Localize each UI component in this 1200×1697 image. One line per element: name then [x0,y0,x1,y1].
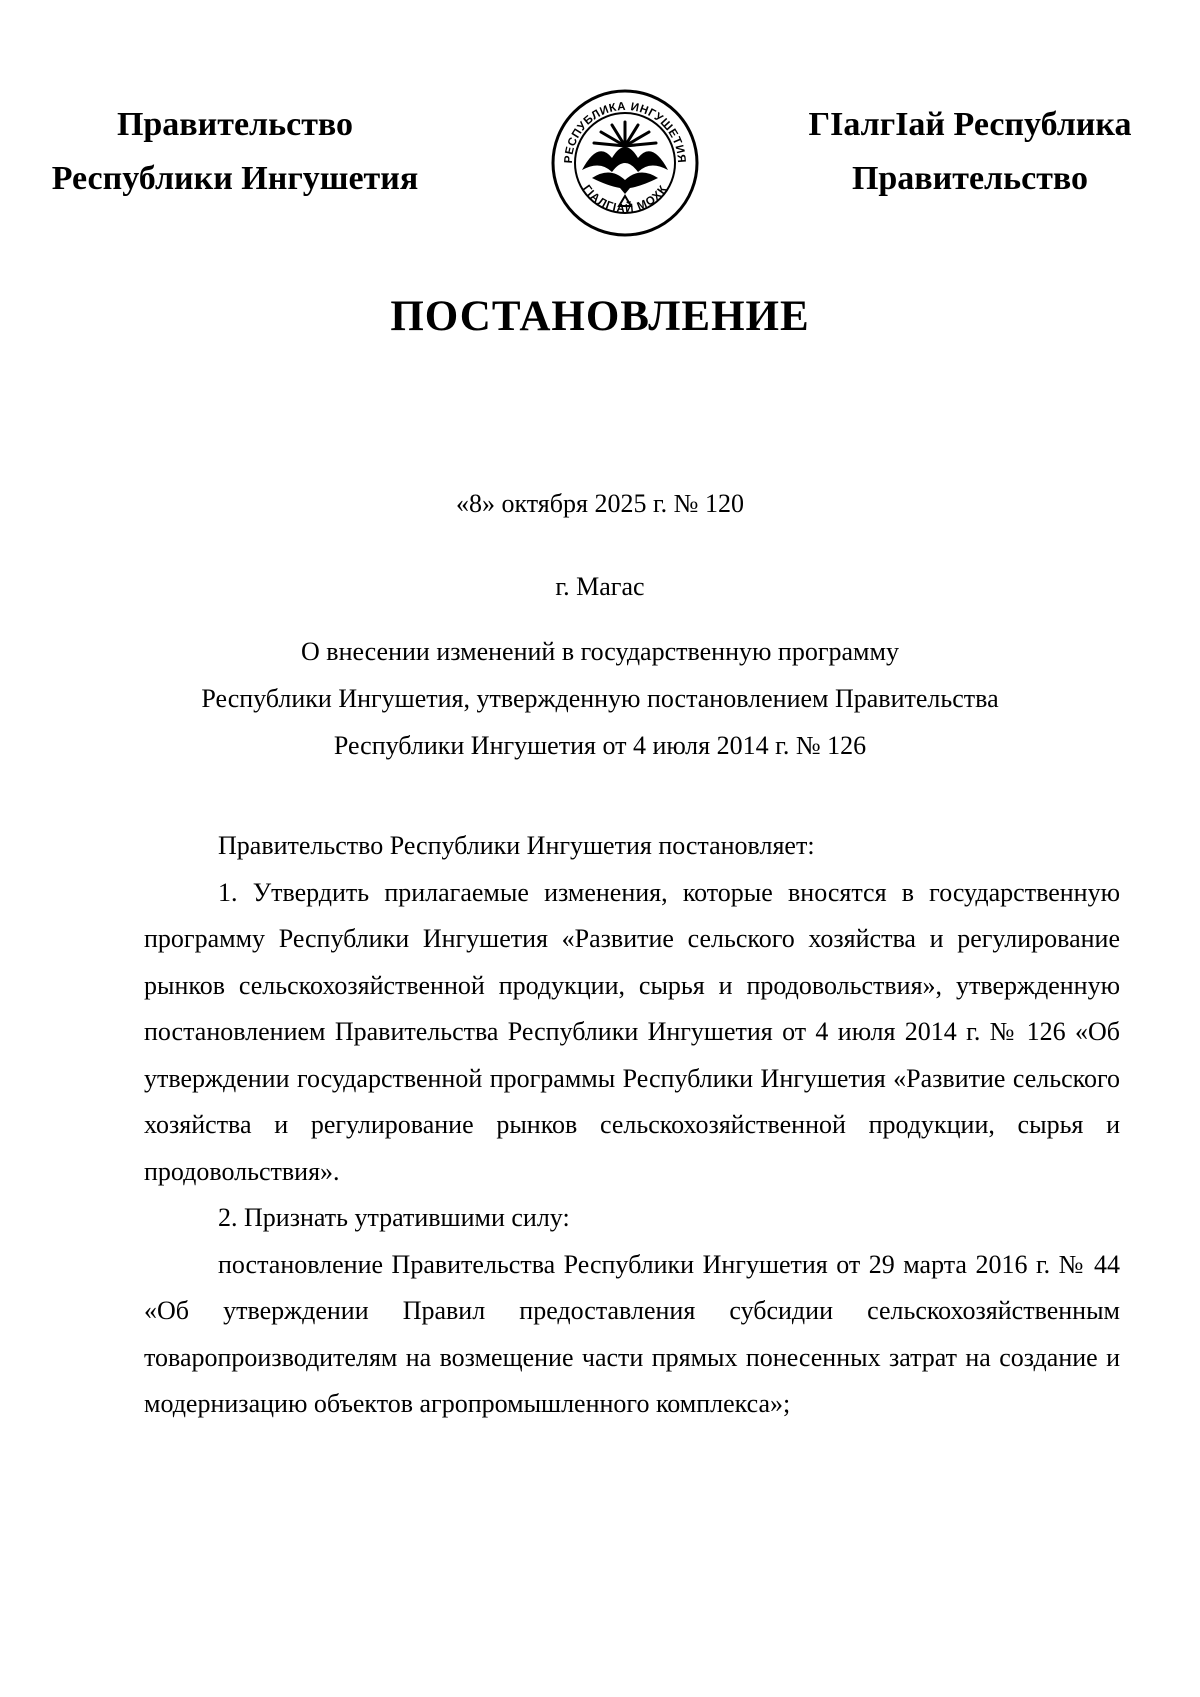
svg-text:ГIАЛГIАЙ МОХК: ГIАЛГIАЙ МОХК [579,183,671,216]
document-place: г. Магас [555,572,645,601]
header-left-line2: Республики Ингушетия [51,160,419,197]
body-preamble: Правительство Республики Ингушетия постановляет: [218,831,815,860]
body-item-2-sub-1: постановление Правительства Республики Ингушетия от 29 марта 2016 г. № 44 «Об утверждении Правил предоставления субсидии сельскохозяйственным товаропроизводителям на возмещение части прямых понесенных затрат на создание и модернизацию объектов агропромышленного комплекса»; [144,1249,1120,1418]
document-subject-line2: Республики Ингушетия, утвержденную постановлением Правительства [201,684,999,713]
document-date-number: «8» октября 2025 г. № 120 [456,489,744,518]
body-item-2: 2. Признать утратившими силу: [218,1203,570,1232]
header-right-ing [770,98,1170,206]
document-subject-line3: Республики Ингушетия от 4 июля 2014 г. № 126 [333,731,867,760]
document-subject-line1: О внесении изменений в государственную программу [301,637,899,666]
header-right-line1: ГIалгIай Республика [808,106,1132,143]
header-left-line1: Правительство [116,106,354,143]
document-type-title: ПОСТАНОВЛЕНИЕ [390,293,810,340]
ingushetia-emblem-icon [550,88,700,238]
header-left-ru [30,98,440,206]
document-body [144,823,1120,1428]
body-item-1: 1. Утвердить прилагаемые изменения, которые вносятся в государственную программу Республики Ингушетия «Развитие сельского хозяйства и регулирование рынков сельскохозяйственной продукции, сырья и продовольствия», утвержденную постановлением Правительства Республики Ингушетия от 4 июля 2014 г. № 126 «Об утверждении государственной программы Республики Ингушетия «Развитие сельского хозяйства и регулирование рынков сельскохозяйственной продукции, сырья и продовольствия». [144,877,1120,1186]
svg-text:РЕСПУБЛИКА ИНГУШЕТИЯ: РЕСПУБЛИКА ИНГУШЕТИЯ [562,100,688,164]
header-right-line2: Правительство [851,160,1089,197]
